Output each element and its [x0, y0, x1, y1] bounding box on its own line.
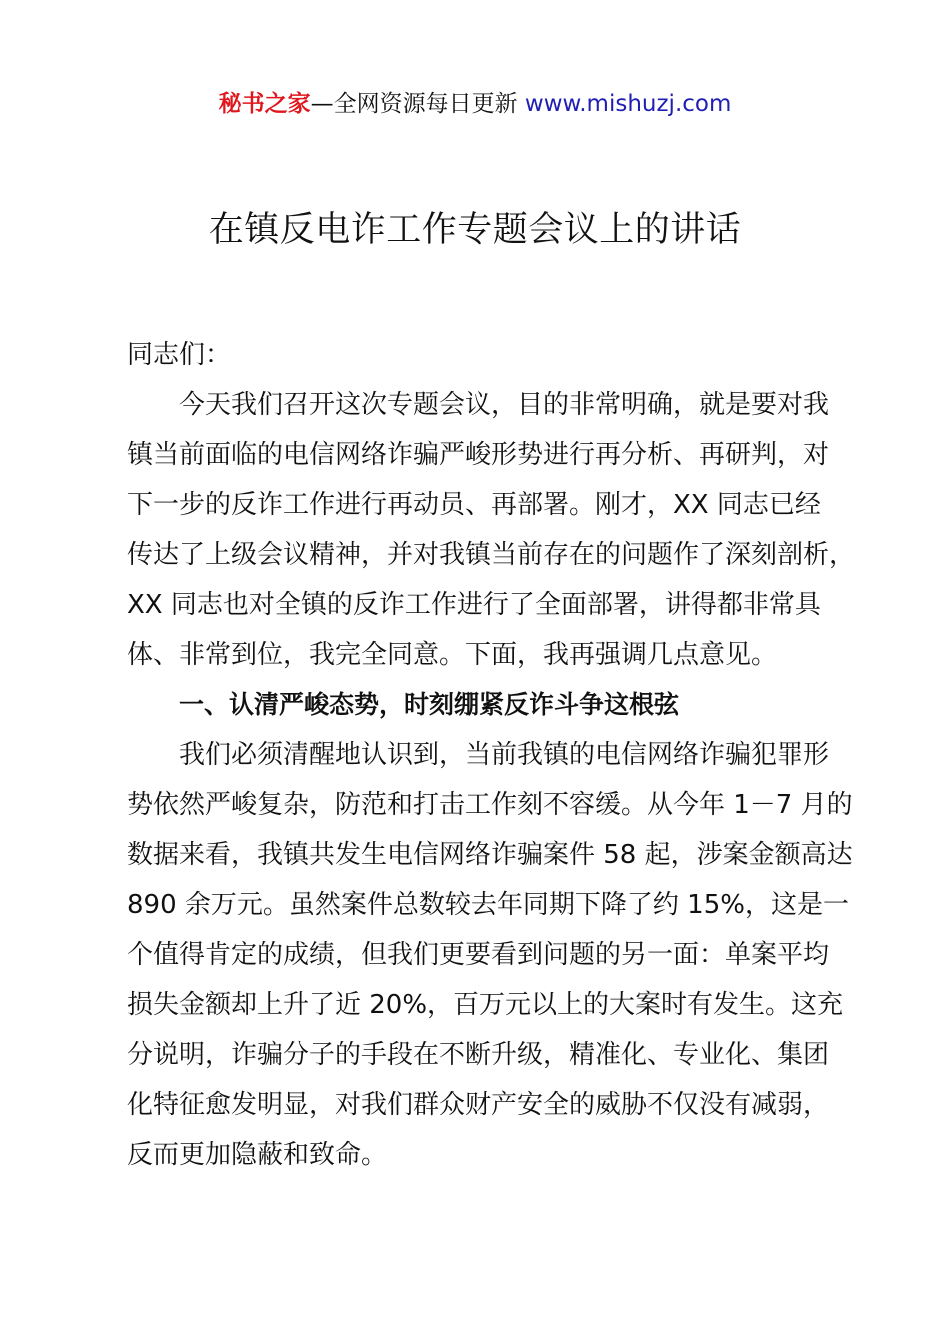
paragraph-2-line-9: 反而更加隐蔽和致命。: [127, 1140, 388, 1170]
paragraph-1-line-1: 今天我们召开这次专题会议，目的非常明确，就是要对我: [179, 390, 830, 420]
site-url-link[interactable]: www.mishuzj.com: [524, 91, 732, 117]
paragraph-2-line-8: 化特征愈发明显，对我们群众财产安全的威胁不仅没有减弱，: [127, 1090, 830, 1120]
paragraph-2-line-6: 损失金额却上升了近 20%，百万元以上的大案时有发生。这充: [127, 990, 844, 1020]
paragraph-2-line-4: 890 余万元。虽然案件总数较去年同期下降了约 15%，这是一: [127, 890, 849, 920]
paragraph-1-line-4: 传达了上级会议精神，并对我镇当前存在的问题作了深刻剖析，: [127, 540, 856, 570]
paragraph-1-line-2: 镇当前面临的电信网络诈骗严峻形势进行再分析、再研判，对: [127, 440, 830, 470]
paragraph-2-line-1: 我们必须清醒地认识到，当前我镇的电信网络诈骗犯罪形: [179, 740, 830, 770]
site-header: [0, 86, 950, 122]
document-title: 在镇反电诈工作专题会议上的讲话: [208, 210, 742, 250]
paragraph-2-line-7: 分说明，诈骗分子的手段在不断升级，精准化、专业化、集团: [127, 1040, 830, 1070]
header-tagline: —全网资源每日更新: [310, 91, 525, 117]
paragraph-1-line-6: 体、非常到位，我完全同意。下面，我再强调几点意见。: [127, 640, 778, 670]
paragraph-1-line-3: 下一步的反诈工作进行再动员、再部署。刚才，XX 同志已经: [127, 490, 821, 520]
salutation: 同志们：: [127, 340, 232, 370]
brand-name: 秘书之家: [218, 91, 311, 117]
paragraph-2-line-5: 个值得肯定的成绩，但我们更要看到问题的另一面：单案平均: [127, 940, 830, 970]
document-body: [127, 330, 856, 1180]
paragraph-2-line-3: 数据来看，我镇共发生电信网络诈骗案件 58 起，涉案金额高达: [127, 840, 853, 870]
paragraph-2-line-2: 势依然严峻复杂，防范和打击工作刻不容缓。从今年 1－7 月的: [127, 790, 853, 820]
paragraph-1-line-5: XX 同志也对全镇的反诈工作进行了全面部署，讲得都非常具: [127, 590, 821, 620]
section-heading-1: 一、认清严峻态势，时刻绷紧反诈斗争这根弦: [179, 690, 680, 719]
